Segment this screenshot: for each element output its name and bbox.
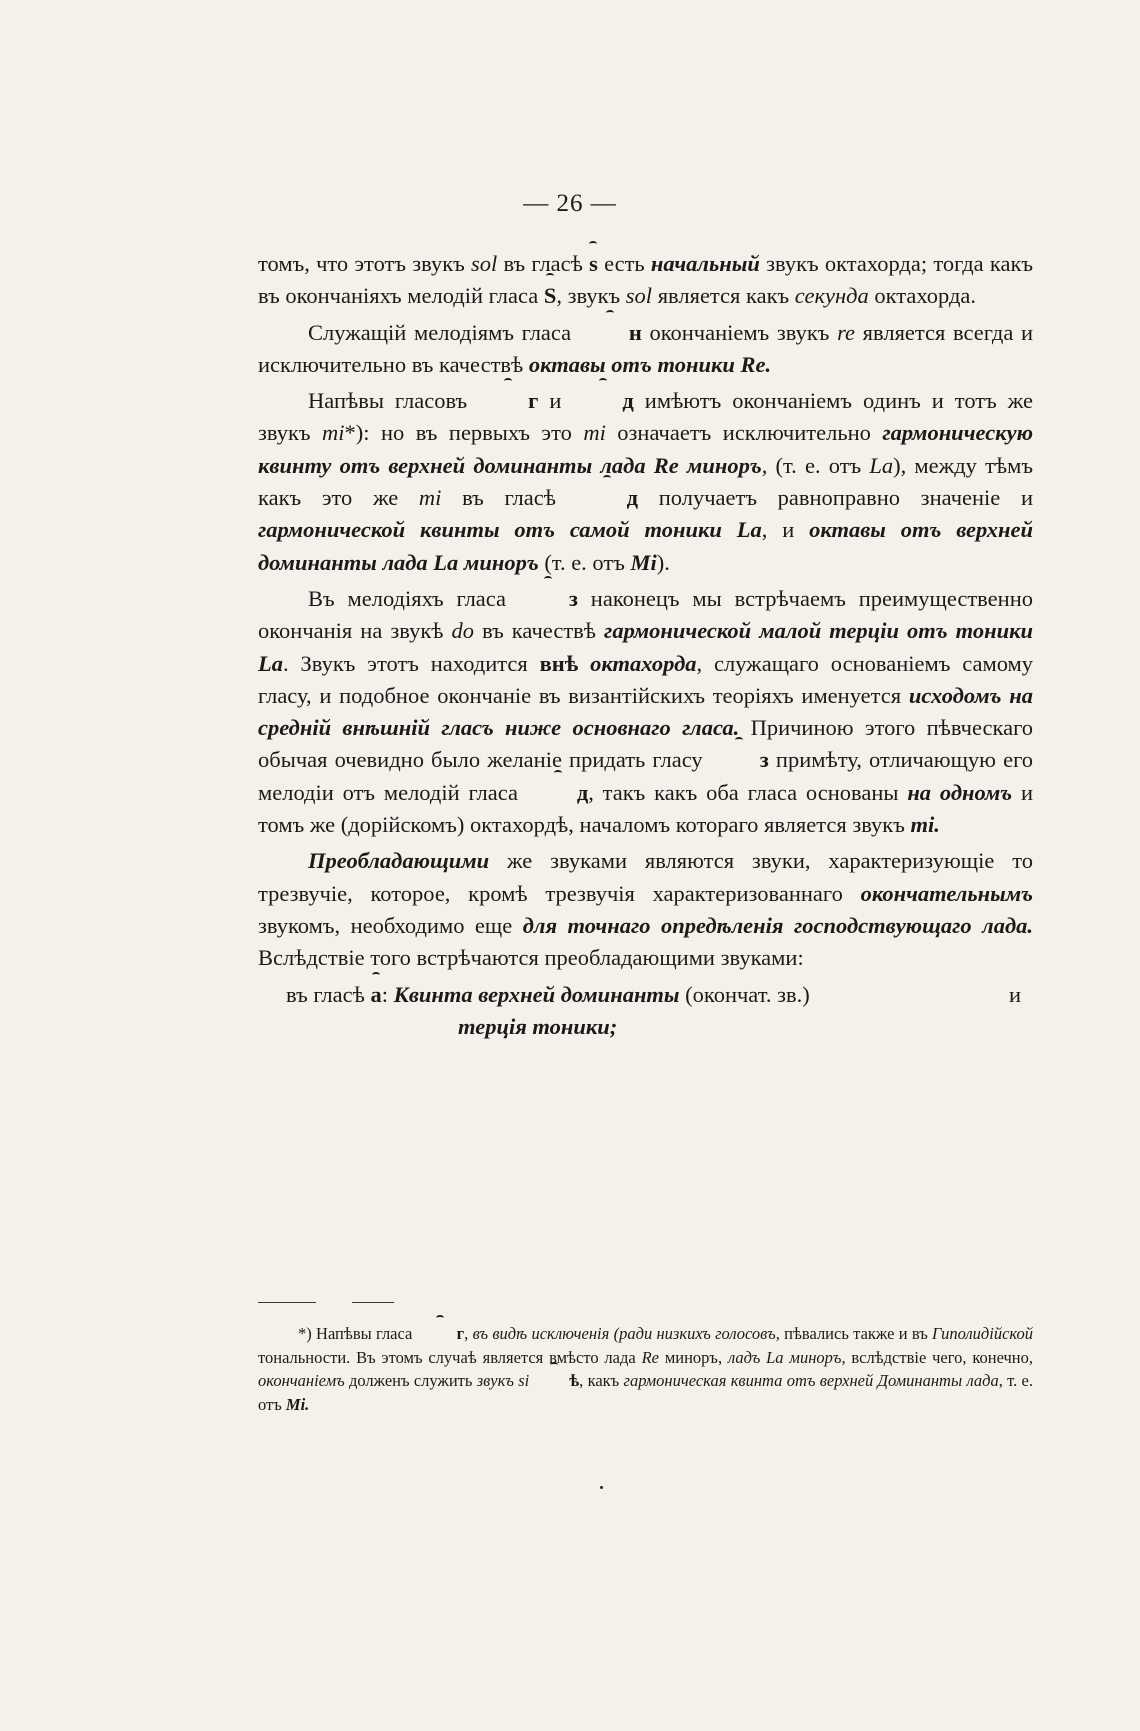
text-run: и томъ же (дорійскомъ) октахордѣ, началомъ котораго является звукъ bbox=[258, 779, 1033, 838]
text-run: гармоническую квинту отъ верхней доминанты лада Re миноръ bbox=[258, 420, 1033, 478]
glyph-sign: Ѕ bbox=[544, 280, 557, 312]
text-run: въ гласѣ bbox=[441, 485, 577, 511]
glyph-sign: д bbox=[572, 385, 633, 417]
text-run: октавы отъ тоники Re. bbox=[528, 351, 772, 377]
text-run: окончательнымъ bbox=[860, 880, 1033, 906]
text-run: звукъ si bbox=[476, 1371, 530, 1390]
text-run: въ видѣ исключенія (ради низкихъ голосовъ bbox=[472, 1324, 776, 1343]
text-run: звукъ октахорда; тогда какъ въ окончаніяхъ мелодій гласа bbox=[258, 251, 1034, 309]
text-run: (т. е. отъ bbox=[538, 549, 631, 575]
text-run: примѣту, отличающую его мелодіи отъ мелодій гласа bbox=[258, 747, 1033, 805]
text-run: октавы отъ верхней доминанты лада La миноръ bbox=[258, 517, 1033, 575]
glyph-sign: н bbox=[579, 317, 642, 349]
footnote bbox=[258, 1322, 1033, 1416]
example-conjunction: и bbox=[1008, 981, 1021, 1007]
glyph-sign: г bbox=[417, 1322, 465, 1346]
example-prefix: въ гласѣ bbox=[286, 981, 371, 1007]
text-run: окончаніемъ bbox=[258, 1371, 345, 1390]
text-run: ), между тѣмъ какъ это же bbox=[258, 452, 1033, 511]
text-run: гармонической малой терціи отъ тоники La bbox=[258, 618, 1033, 676]
text-run: Mi bbox=[630, 549, 657, 575]
text-run: , пѣвались также и въ bbox=[775, 1324, 933, 1343]
text-run: начальный bbox=[650, 251, 760, 276]
text-run: въ качествѣ bbox=[474, 618, 605, 644]
glyph-sign: з bbox=[710, 744, 769, 776]
text-run: , такъ какъ оба гласа основаны bbox=[588, 779, 908, 805]
glyph-sign: а bbox=[370, 979, 381, 1011]
main-text bbox=[258, 248, 1033, 1049]
glyph-sign: з bbox=[519, 583, 578, 615]
text-run: миноръ, bbox=[658, 1347, 728, 1367]
glyph-sign: ѕ bbox=[589, 248, 598, 280]
text-run: гармоническая квинта отъ верхней Доминанты лада bbox=[623, 1371, 999, 1390]
text-run: *) Напѣвы гласа bbox=[298, 1324, 417, 1343]
text-run: наконецъ мы встрѣчаемъ преимущественно окончанія на звукѣ bbox=[258, 585, 1033, 644]
text-run: внѣ bbox=[539, 650, 579, 676]
text-run: является какъ bbox=[652, 283, 795, 309]
text-run: исходомъ на средній внѣшній гласъ ниже основнаго гласа. bbox=[258, 682, 1033, 741]
text-run: Служащій мелодіямъ гласа bbox=[308, 319, 579, 345]
footnote-rule bbox=[352, 1302, 394, 1303]
text-run: ): но въ первыхъ это bbox=[355, 420, 584, 446]
text-run: долженъ служить bbox=[344, 1371, 477, 1390]
text-run: на одномъ bbox=[907, 779, 1013, 805]
example-line-1 bbox=[286, 979, 810, 1011]
text-run: окончаніемъ звукъ bbox=[641, 319, 838, 345]
text-run: , и bbox=[761, 517, 810, 543]
text-run: , (т. е. отъ bbox=[761, 452, 870, 478]
text-run: mi bbox=[583, 420, 606, 446]
text-run: sol bbox=[470, 251, 498, 276]
text-run: Напѣвы гласовъ bbox=[308, 388, 479, 414]
paragraph bbox=[258, 583, 1033, 841]
text-run: является всегда и исключительно въ качествѣ bbox=[258, 319, 1033, 377]
glyph-sign: г bbox=[478, 385, 538, 417]
example-line-2: терція тоники; bbox=[458, 1013, 618, 1039]
text-run: , bbox=[464, 1324, 473, 1343]
page-number: — 26 — bbox=[523, 190, 617, 217]
paragraph bbox=[258, 385, 1033, 579]
example-block bbox=[258, 979, 1033, 1049]
paragraph bbox=[258, 248, 1033, 313]
text-run: октахорда. bbox=[868, 283, 977, 309]
text-run: , какъ bbox=[579, 1371, 624, 1390]
text-run: Гиполидійской bbox=[932, 1324, 1033, 1343]
footnote-text bbox=[258, 1322, 1033, 1416]
text-run: re bbox=[837, 319, 856, 345]
glyph-sign: д bbox=[577, 482, 638, 514]
glyph-sign: ѣ bbox=[529, 1369, 579, 1393]
text-run: * bbox=[344, 420, 356, 446]
text-run: есть bbox=[597, 251, 651, 276]
text-run: Mi. bbox=[285, 1394, 310, 1414]
text-run: получаетъ равноправно значеніе и bbox=[638, 485, 1034, 511]
text-run: . Звукъ этотъ находится bbox=[283, 650, 540, 676]
text-run: , звукъ bbox=[556, 283, 626, 309]
footnote-rule bbox=[258, 1302, 316, 1303]
text-run: , служащаго основаніемъ самому гласу, и подобное окончаніе въ византійскихъ теоріяхъ именуется bbox=[258, 650, 1034, 708]
text-run: для точнаго опредѣленія господствующаго лада. bbox=[522, 912, 1033, 938]
text-run: въ гласѣ bbox=[497, 251, 590, 276]
text-run: гармонической квинты отъ самой тоники La bbox=[258, 517, 762, 543]
text-run: секунда bbox=[794, 283, 869, 309]
text-run: ). bbox=[656, 549, 670, 575]
example-paren: (окончат. зв.) bbox=[685, 981, 810, 1007]
text-run: do bbox=[451, 618, 475, 644]
text-run: , т. е. отъ bbox=[258, 1371, 1033, 1414]
text-run: sol bbox=[625, 283, 653, 309]
text-run: Вслѣдствіе того встрѣчаются преобладающими звуками: bbox=[258, 945, 804, 971]
text-run: и bbox=[538, 388, 573, 414]
glyph-sign: д bbox=[527, 777, 588, 809]
text-run: Re bbox=[641, 1347, 659, 1367]
text-run: mi. bbox=[910, 812, 940, 838]
text-run: , вслѣдствіе чего, конечно, bbox=[841, 1347, 1034, 1367]
print-speck bbox=[600, 1486, 603, 1489]
text-run: Преобладающими bbox=[308, 848, 490, 874]
text-run bbox=[578, 651, 590, 676]
text-run: октахорда bbox=[590, 650, 697, 676]
text-run: ладъ La миноръ bbox=[727, 1347, 842, 1367]
text-run: звукомъ, необходимо еще bbox=[258, 912, 523, 938]
text-run: mi bbox=[418, 485, 442, 511]
paragraph bbox=[258, 317, 1033, 382]
example-colon: : bbox=[381, 981, 388, 1007]
text-run: Причиною этого пѣвческаго обычая очевидно было желаніе придать гласу bbox=[258, 715, 1033, 773]
text-run: La bbox=[869, 452, 894, 478]
text-run: mi bbox=[322, 420, 345, 446]
text-run: имѣютъ окончаніемъ одинъ и тотъ же звукъ bbox=[258, 388, 1033, 446]
text-run: Въ мелодіяхъ гласа bbox=[308, 585, 519, 611]
text-run: тональности. Въ этомъ случаѣ является вмѣсто лада bbox=[258, 1347, 642, 1367]
example-term: Квинта верхней доминанты bbox=[393, 981, 680, 1007]
text-run: означаетъ исключительно bbox=[605, 420, 883, 446]
text-run: же звуками являются звуки, характеризующіе то трезвучіе, которое, кромѣ трезвучія характеризованнаго bbox=[258, 848, 1033, 906]
text-run: томъ, что этотъ звукъ bbox=[258, 251, 471, 276]
paragraph bbox=[258, 845, 1033, 974]
